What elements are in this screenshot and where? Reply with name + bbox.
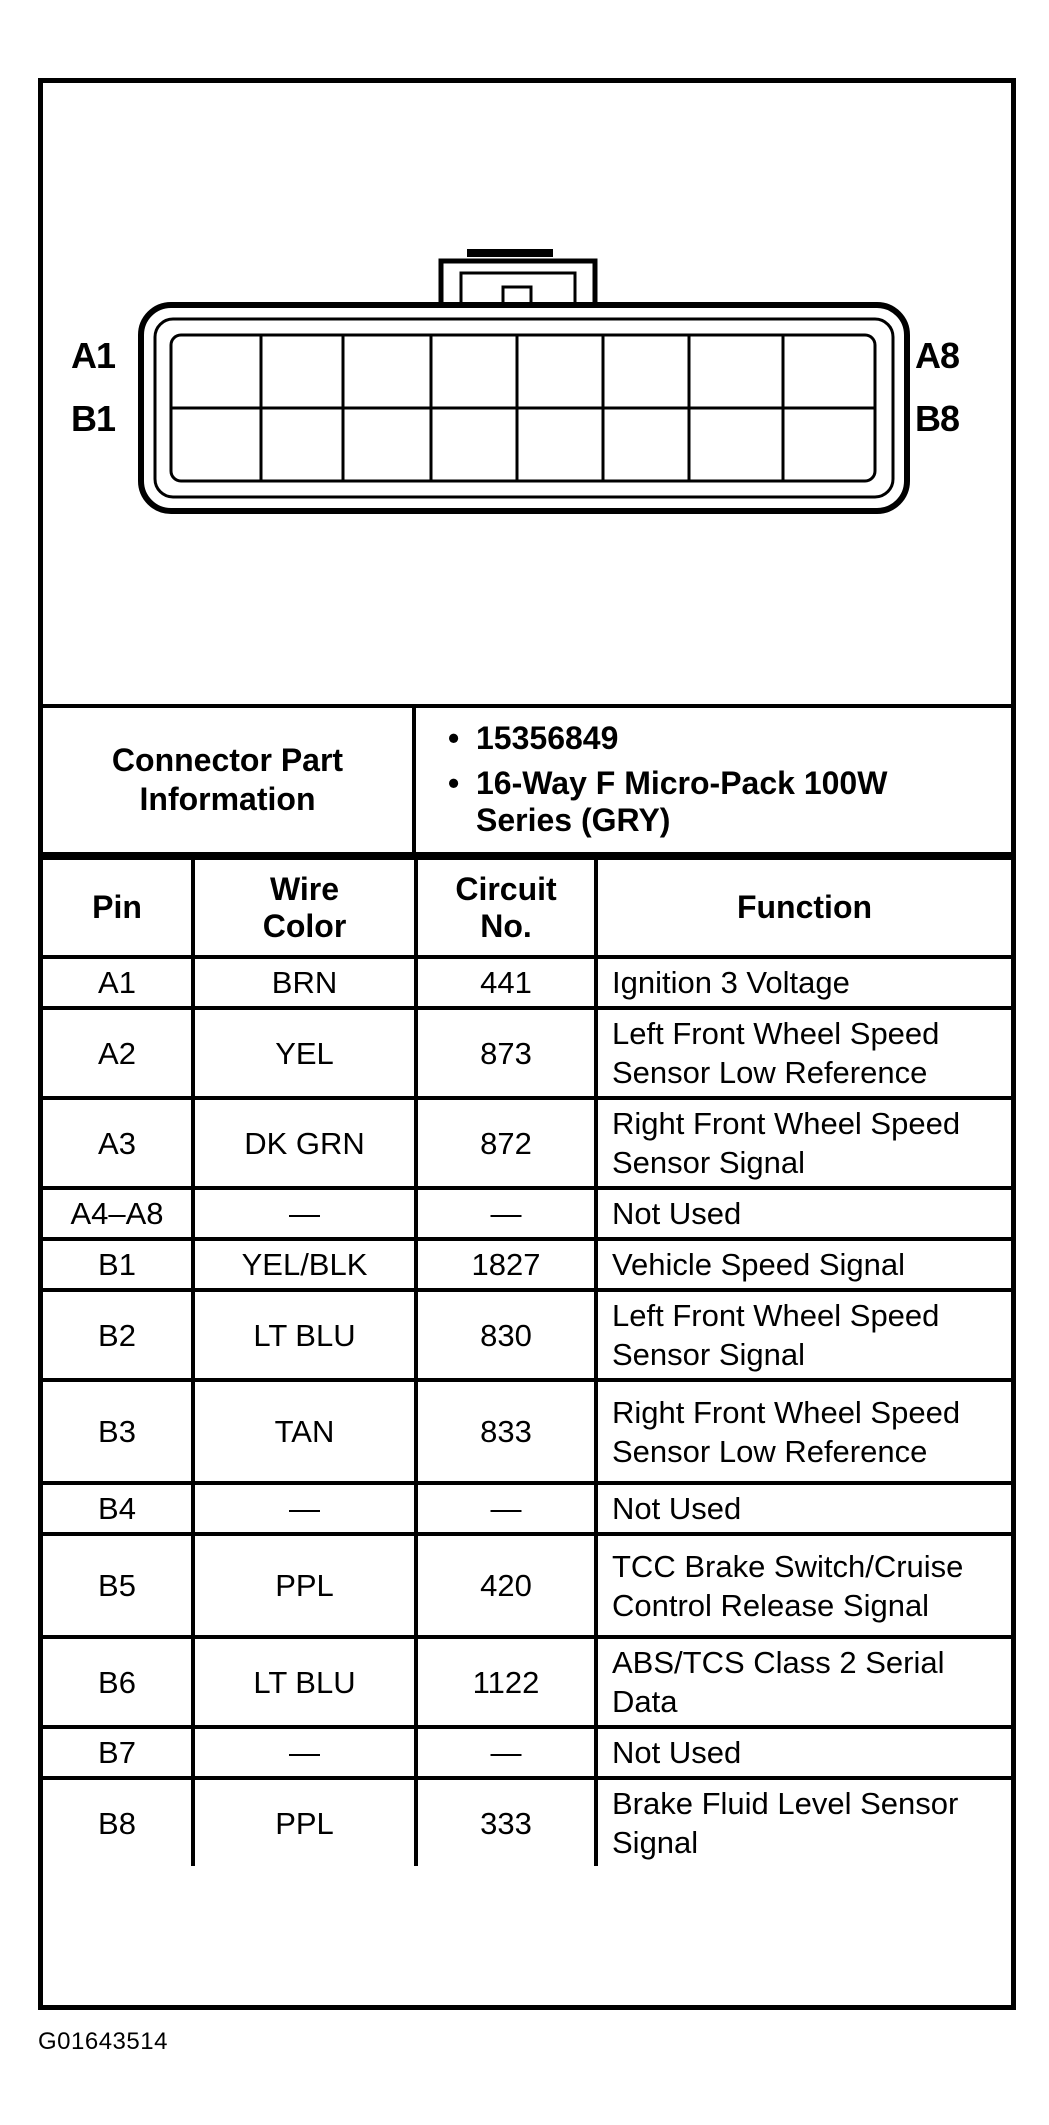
function-cell: Right Front Wheel Speed Sensor Signal [596, 1098, 1011, 1188]
pin-cell: B8 [43, 1778, 193, 1866]
lock-tab-top [467, 249, 553, 257]
table-row [43, 1778, 1011, 1866]
pin-cell: B1 [43, 1239, 193, 1290]
wire-color-cell: — [193, 1727, 416, 1778]
table-row [43, 1483, 1011, 1534]
wire-color-cell: LT BLU [193, 1637, 416, 1727]
wire-color-cell: DK GRN [193, 1098, 416, 1188]
connector-face-drawing [43, 83, 1011, 704]
circuit-cell: 441 [416, 957, 596, 1008]
pin-cell: B3 [43, 1380, 193, 1483]
pin-rows [43, 957, 1011, 1866]
function-cell: Brake Fluid Level Sensor Signal [596, 1778, 1011, 1866]
table-row [43, 1188, 1011, 1239]
table-row [43, 1727, 1011, 1778]
wire-color-cell: — [193, 1483, 416, 1534]
connector-sheet [38, 78, 1016, 2010]
header-circuit-no: Circuit No. [416, 858, 596, 957]
function-cell: Not Used [596, 1727, 1011, 1778]
pin-label-a1: A1 [71, 335, 116, 376]
function-cell: ABS/TCS Class 2 Serial Data [596, 1637, 1011, 1727]
connector-info-label: Connector Part Information [43, 708, 416, 852]
connector-description: • 16-Way F Micro-Pack 100W Series (GRY) [416, 765, 1011, 839]
circuit-cell: 872 [416, 1098, 596, 1188]
pin-cell: A1 [43, 957, 193, 1008]
part-number: • 15356849 [416, 720, 1011, 757]
header-wire-color: Wire Color [193, 858, 416, 957]
pin-cell: A3 [43, 1098, 193, 1188]
wire-color-cell: PPL [193, 1778, 416, 1866]
header-pin: Pin [43, 858, 193, 957]
connector-info-list [416, 708, 1011, 852]
wire-color-cell: BRN [193, 957, 416, 1008]
pin-table [43, 856, 1011, 1866]
figure-code: G01643514 [38, 2028, 168, 2055]
circuit-cell: 420 [416, 1534, 596, 1637]
circuit-cell: 333 [416, 1778, 596, 1866]
table-row [43, 1637, 1011, 1727]
circuit-cell: — [416, 1188, 596, 1239]
wire-color-cell: YEL/BLK [193, 1239, 416, 1290]
function-cell: Left Front Wheel Speed Sensor Signal [596, 1290, 1011, 1380]
pin-cell: A2 [43, 1008, 193, 1098]
table-row [43, 1008, 1011, 1098]
connector-part-information [43, 708, 1011, 856]
circuit-cell: 833 [416, 1380, 596, 1483]
pin-cell: B5 [43, 1534, 193, 1637]
circuit-cell: — [416, 1727, 596, 1778]
table-row [43, 1098, 1011, 1188]
wire-color-cell: PPL [193, 1534, 416, 1637]
pin-label-b1: B1 [71, 398, 116, 439]
pin-cell: B6 [43, 1637, 193, 1727]
wire-color-cell: LT BLU [193, 1290, 416, 1380]
pin-cell: B7 [43, 1727, 193, 1778]
circuit-cell: 873 [416, 1008, 596, 1098]
pin-cell: B2 [43, 1290, 193, 1380]
connector-diagram [43, 83, 1011, 708]
function-cell: Not Used [596, 1188, 1011, 1239]
pin-label-b8: B8 [915, 398, 960, 439]
table-row [43, 1290, 1011, 1380]
circuit-cell: — [416, 1483, 596, 1534]
function-cell: Right Front Wheel Speed Sensor Low Reference [596, 1380, 1011, 1483]
function-cell: Left Front Wheel Speed Sensor Low Reference [596, 1008, 1011, 1098]
pin-label-a8: A8 [915, 335, 960, 376]
circuit-cell: 1122 [416, 1637, 596, 1727]
function-cell: Ignition 3 Voltage [596, 957, 1011, 1008]
pin-cell: A4–A8 [43, 1188, 193, 1239]
pin-cell: B4 [43, 1483, 193, 1534]
table-row [43, 1380, 1011, 1483]
header-function: Function [596, 858, 1011, 957]
circuit-cell: 1827 [416, 1239, 596, 1290]
wire-color-cell: — [193, 1188, 416, 1239]
table-row [43, 1534, 1011, 1637]
wire-color-cell: TAN [193, 1380, 416, 1483]
function-cell: TCC Brake Switch/Cruise Control Release Signal [596, 1534, 1011, 1637]
circuit-cell: 830 [416, 1290, 596, 1380]
table-header-row [43, 858, 1011, 957]
function-cell: Vehicle Speed Signal [596, 1239, 1011, 1290]
function-cell: Not Used [596, 1483, 1011, 1534]
wire-color-cell: YEL [193, 1008, 416, 1098]
table-row [43, 1239, 1011, 1290]
table-row [43, 957, 1011, 1008]
